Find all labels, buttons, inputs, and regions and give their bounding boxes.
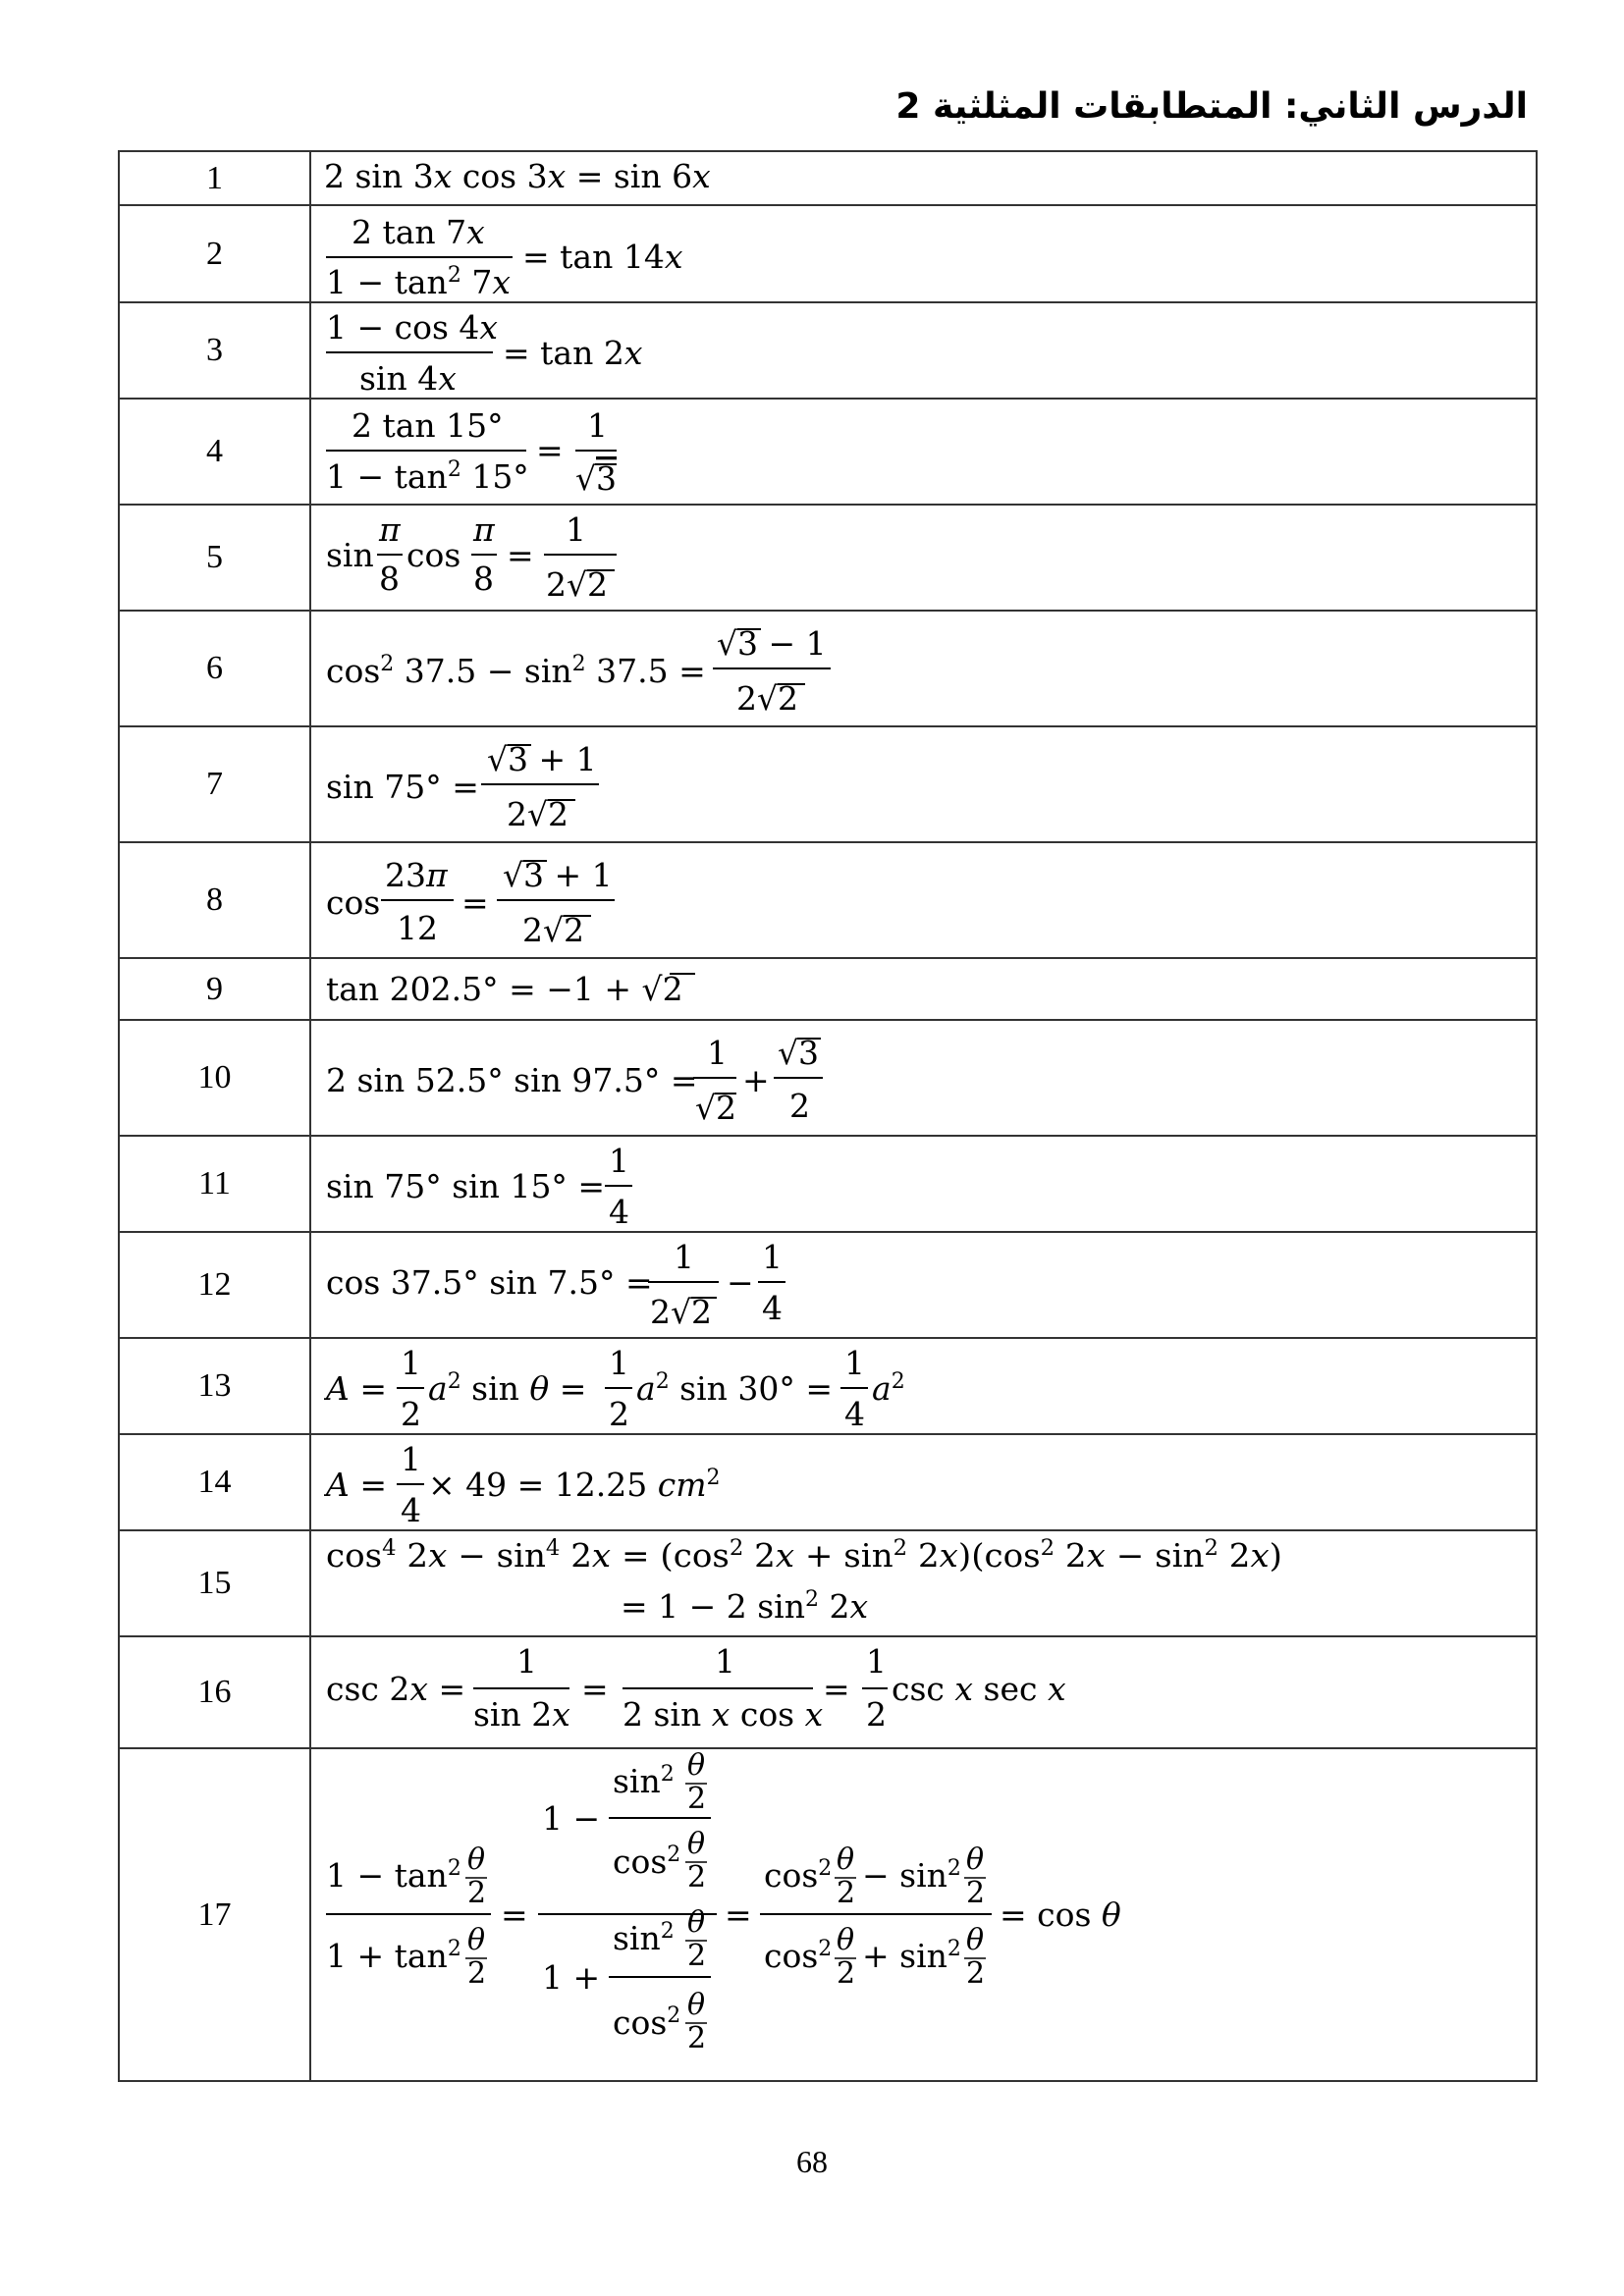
svg-text:sin 75° sin 15° =: sin 75° sin 15° = <box>326 1167 606 1205</box>
svg-text:2√2: 2√2 <box>736 679 799 718</box>
svg-text:1 − cos 4x: 1 − cos 4x <box>326 308 499 347</box>
math-expression <box>324 727 913 841</box>
math-expression <box>324 843 913 957</box>
svg-text:8: 8 <box>473 560 494 598</box>
svg-text:θ: θ <box>966 1923 985 1957</box>
row-number: 1 <box>119 151 310 205</box>
svg-text:2 sin 3x cos 3x = sin 6x: 2 sin 3x cos 3x = sin 6x <box>324 157 711 195</box>
svg-text:2: 2 <box>789 1087 810 1125</box>
svg-text:θ: θ <box>837 1842 855 1877</box>
row-number: 10 <box>119 1020 310 1136</box>
row-expression <box>310 302 1537 399</box>
svg-text:θ: θ <box>467 1842 486 1877</box>
math-expression <box>324 612 913 725</box>
svg-text:√3 + 1: √3 + 1 <box>503 856 613 894</box>
table-row <box>119 1636 1537 1748</box>
svg-text:√3 + 1: √3 + 1 <box>487 740 597 778</box>
svg-text:2 sin 52.5° sin 97.5° =: 2 sin 52.5° sin 97.5° = <box>326 1061 698 1099</box>
svg-text:=: = <box>461 883 489 922</box>
svg-text:cos2: $\cos^2$ <box>613 1842 681 1881</box>
row-expression <box>310 611 1537 726</box>
row-expression <box>310 958 1537 1020</box>
table-row <box>119 1434 1537 1530</box>
row-expression <box>310 1136 1537 1232</box>
row-number: 11 <box>119 1136 310 1232</box>
svg-text:cos4 2x − sin4 2x = (cos2 2x +: $\cos^4 2x - \sin ^4$ 2x = (cos $^2$ 2x + sin $^2$ 2x)(cos $^2$ 2x − sin $^2$ 2x) <box>326 1536 1282 1575</box>
svg-text:1: 1 <box>674 1238 694 1276</box>
page-number: 68 <box>796 2144 828 2179</box>
svg-text:= 1 − 2 sin2 2x: = 1 − 2 $\sin^2 2x$ <box>621 1587 869 1626</box>
svg-text:θ: θ <box>966 1842 985 1877</box>
svg-text:=: = <box>536 431 564 469</box>
svg-text:sin 4x: sin 4x <box>359 359 457 398</box>
svg-text:8: 8 <box>379 560 400 598</box>
svg-text:1: 1 <box>401 1440 421 1478</box>
math-expression <box>324 1637 1110 1747</box>
svg-text:2: 2 <box>837 1876 856 1910</box>
svg-text:√2: √2 <box>695 1089 737 1127</box>
table-row <box>119 1020 1537 1136</box>
svg-text:a2 sin θ =: $a^2$ sin θ = <box>428 1369 587 1408</box>
svg-text:= cos θ: = cos θ <box>1000 1896 1121 1934</box>
table-row <box>119 399 1537 505</box>
svg-text:π: π <box>473 510 495 549</box>
svg-text:cos 37.5° sin 7.5° =: cos 37.5° sin 7.5° = <box>326 1263 653 1302</box>
row-number: 2 <box>119 205 310 302</box>
row-number: 14 <box>119 1434 310 1530</box>
row-expression <box>310 726 1537 842</box>
svg-text:4: 4 <box>844 1395 865 1433</box>
svg-text:cos2: $\cos^2$ <box>764 1856 833 1895</box>
svg-text:π: π <box>379 510 401 549</box>
table-row <box>119 1136 1537 1232</box>
svg-text:csc x sec x: csc x sec x <box>892 1670 1066 1708</box>
svg-text:θ: θ <box>687 1749 706 1783</box>
svg-text:θ: θ <box>687 1988 706 2022</box>
math-expression <box>324 1339 913 1433</box>
svg-text:=: = <box>501 1896 528 1934</box>
table-row <box>119 1530 1537 1636</box>
svg-text:2 sin x cos x: 2 sin x cos x <box>623 1695 824 1734</box>
table-row <box>119 505 1537 611</box>
svg-text:A =: A = <box>326 1466 387 1504</box>
svg-text:1: 1 <box>762 1238 783 1276</box>
math-expression <box>324 400 913 504</box>
svg-text:θ: θ <box>837 1923 855 1957</box>
math-expression <box>324 303 913 398</box>
row-number: 4 <box>119 399 310 505</box>
svg-text:2: 2 <box>837 1956 856 1991</box>
svg-text:csc 2x =: csc 2x = <box>326 1670 466 1708</box>
table-row <box>119 1338 1537 1434</box>
svg-text:1 − tan2 7x: $1 - \tan^2 7x$ <box>326 263 511 301</box>
svg-text:θ: θ <box>687 1827 706 1861</box>
svg-text:2: 2 <box>687 2021 707 2056</box>
svg-text:2√2: 2√2 <box>546 565 609 604</box>
svg-text:sin: sin <box>326 536 374 574</box>
svg-text:cos2: $\cos^2$ <box>613 2003 681 2042</box>
svg-text:cos: cos <box>406 536 461 574</box>
svg-text:2: 2 <box>467 1956 487 1991</box>
row-expression <box>310 842 1537 958</box>
svg-text:1: 1 <box>516 1642 537 1681</box>
table-row <box>119 1232 1537 1338</box>
svg-text:=: = <box>823 1670 850 1708</box>
row-expression <box>310 505 1537 611</box>
table-row <box>119 958 1537 1020</box>
svg-text:sin2: $\sin^2$ <box>613 1919 675 1957</box>
table-row <box>119 1748 1537 2081</box>
math-expression <box>324 1435 913 1529</box>
math-expression <box>324 206 913 301</box>
svg-text:1 −: 1 − <box>542 1799 601 1838</box>
svg-text:1 − tan2 15°: $1 - \tan^2 15^\circ$ <box>326 457 529 496</box>
row-number: 3 <box>119 302 310 399</box>
svg-text:sin2: $\sin^2$ <box>613 1762 675 1800</box>
svg-text:a2: $a^2$ <box>872 1369 905 1408</box>
table-row <box>119 205 1537 302</box>
page-title: الدرس الثاني: المتطابقات المثلثية 2 <box>895 86 1528 127</box>
svg-text:1: 1 <box>844 1344 865 1382</box>
svg-text:× 49 = 12.25 cm2: × 49 = 12.25 $cm^2$ <box>428 1466 721 1504</box>
row-expression <box>310 1020 1537 1136</box>
svg-text:=: = <box>507 536 534 574</box>
svg-text:2: 2 <box>966 1956 986 1991</box>
svg-text:2: 2 <box>687 1939 707 1973</box>
svg-text:2 tan 15°: 2 tan 15° <box>352 406 504 445</box>
svg-text:2: 2 <box>467 1876 487 1910</box>
table-row <box>119 302 1537 399</box>
svg-text:θ: θ <box>467 1923 486 1957</box>
math-expression <box>324 1531 1306 1635</box>
svg-text:4: 4 <box>762 1289 783 1327</box>
row-expression <box>310 151 1537 205</box>
svg-text:cos: cos <box>326 883 381 922</box>
row-expression <box>310 1748 1537 2081</box>
math-expression <box>324 506 913 610</box>
svg-text:2 tan 7x: 2 tan 7x <box>352 213 485 251</box>
svg-text:1 − tan2: $1 - \tan^2$ <box>326 1856 461 1895</box>
svg-text:1: 1 <box>715 1642 735 1681</box>
svg-text:2: 2 <box>401 1395 421 1433</box>
math-expression <box>324 1021 913 1135</box>
math-expression <box>324 152 913 204</box>
row-expression <box>310 1530 1537 1636</box>
row-expression <box>310 205 1537 302</box>
row-number: 15 <box>119 1530 310 1636</box>
row-number: 5 <box>119 505 310 611</box>
svg-text:2: 2 <box>687 1860 707 1895</box>
row-expression <box>310 1232 1537 1338</box>
svg-text:tan 202.5° = −1 + √2: tan 202.5° = −1 + √2 <box>326 970 683 1008</box>
svg-text:2: 2 <box>866 1695 887 1734</box>
row-number: 7 <box>119 726 310 842</box>
svg-text:2: 2 <box>609 1395 629 1433</box>
svg-text:cos2: $\cos^2$ <box>764 1937 833 1975</box>
math-expression <box>324 959 913 1019</box>
row-number: 17 <box>119 1748 310 2081</box>
row-expression <box>310 1338 1537 1434</box>
svg-text:1: 1 <box>866 1642 887 1681</box>
row-number: 8 <box>119 842 310 958</box>
svg-text:−: − <box>727 1263 754 1302</box>
row-number: 12 <box>119 1232 310 1338</box>
math-expression <box>324 1233 913 1337</box>
svg-text:sin 75° =: sin 75° = <box>326 768 479 806</box>
table-row <box>119 726 1537 842</box>
math-expression <box>324 1749 1208 2080</box>
svg-text:2: 2 <box>966 1876 986 1910</box>
svg-text:= tan 14x: = tan 14x <box>522 238 683 276</box>
svg-text:=: = <box>581 1670 609 1708</box>
svg-text:√3 − 1: √3 − 1 <box>717 624 827 663</box>
svg-text:1 +: 1 + <box>542 1958 601 1997</box>
svg-text:23π: 23π <box>385 856 448 894</box>
identities-table <box>118 150 1538 2082</box>
row-expression <box>310 1434 1537 1530</box>
table-row <box>119 842 1537 958</box>
svg-text:1 + tan2: $1 + \tan^2$ <box>326 1937 461 1975</box>
svg-text:1: 1 <box>707 1034 728 1072</box>
table-row <box>119 151 1537 205</box>
svg-text:12: 12 <box>397 909 438 947</box>
svg-text:+: + <box>742 1061 770 1099</box>
svg-text:θ: θ <box>687 1905 706 1940</box>
svg-text:1: 1 <box>609 1344 629 1382</box>
svg-text:1: 1 <box>587 406 608 445</box>
svg-text:2√2: 2√2 <box>650 1293 713 1331</box>
svg-text:√3: √3 <box>575 459 618 498</box>
math-expression <box>324 1137 913 1231</box>
row-number: 6 <box>119 611 310 726</box>
svg-text:2√2: 2√2 <box>507 795 569 833</box>
row-number: 13 <box>119 1338 310 1434</box>
svg-text:=: = <box>725 1896 752 1934</box>
svg-text:a2 sin 30° =: $a^2$ sin 30° = <box>636 1369 834 1408</box>
svg-text:√3: √3 <box>778 1034 820 1072</box>
svg-text:+ sin2: + $\sin^2$ <box>862 1937 961 1975</box>
row-expression <box>310 399 1537 505</box>
svg-text:− sin2: − $\sin^2$ <box>862 1856 961 1895</box>
table-row <box>119 611 1537 726</box>
svg-text:2√2: 2√2 <box>522 911 585 949</box>
row-number: 16 <box>119 1636 310 1748</box>
svg-text:1: 1 <box>566 510 586 549</box>
svg-text:2: 2 <box>687 1782 707 1816</box>
svg-text:4: 4 <box>401 1491 421 1529</box>
svg-text:1: 1 <box>609 1142 629 1180</box>
row-number: 9 <box>119 958 310 1020</box>
svg-text:= tan 2x: = tan 2x <box>503 334 643 372</box>
svg-text:A =: A = <box>326 1369 387 1408</box>
row-expression <box>310 1636 1537 1748</box>
svg-text:cos2 37.5 − sin2 37.5 =: $\cos^2 37.5 - \sin^2 37.5$ = <box>326 652 706 690</box>
svg-text:1: 1 <box>401 1344 421 1382</box>
svg-text:sin 2x: sin 2x <box>473 1695 570 1734</box>
svg-text:4: 4 <box>609 1193 629 1231</box>
